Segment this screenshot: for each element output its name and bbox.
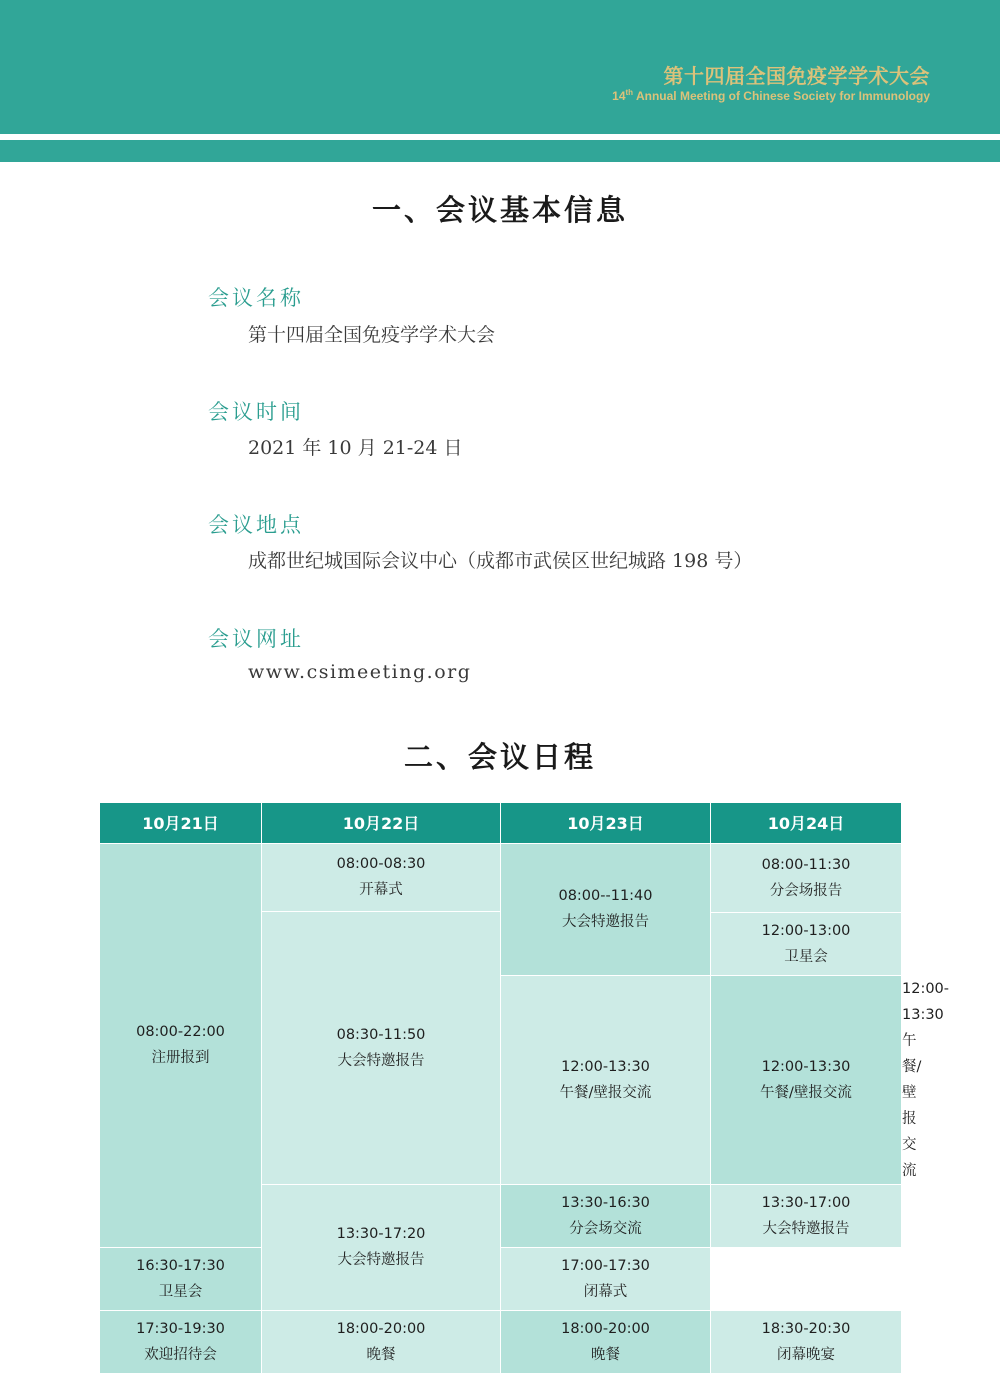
cell-time: 18:00-20:00 (561, 1320, 650, 1337)
info-label-website: 会议网址 (208, 627, 304, 651)
cell-event: 大会特邀报告 (762, 1220, 850, 1237)
info-label-venue: 会议地点 (208, 513, 304, 537)
title-en-rest: Annual Meeting of Chinese Society for Immunology (633, 89, 930, 103)
column-header: 10月21日 (100, 803, 262, 843)
schedule-cell (262, 843, 501, 911)
cell-time: 12:00-13:30 (561, 1058, 650, 1075)
conference-title-en (612, 88, 930, 103)
schedule-cell (711, 1184, 902, 1247)
cell-event: 午餐/壁报交流 (760, 1084, 852, 1101)
section-heading-schedule: 二、会议日程 (403, 740, 596, 774)
info-value-website[interactable]: www.csimeeting.org (248, 661, 472, 683)
cell-time: 08:00-22:00 (136, 1024, 225, 1040)
cell-event: 开幕式 (359, 882, 403, 898)
cell-time: 13:30-17:00 (761, 1194, 851, 1211)
schedule-header-row (100, 803, 902, 843)
cell-time: 17:30-19:30 (136, 1320, 225, 1337)
schedule-cell (100, 843, 262, 1247)
schedule-cell (711, 975, 902, 1184)
cell-event: 欢迎招待会 (144, 1346, 217, 1363)
title-en-sup: th (625, 88, 634, 97)
info-value-time: 2021 年 10 月 21-24 日 (248, 437, 463, 459)
cell-event: 分会场报告 (769, 882, 843, 899)
cell-event: 大会特邀报告 (337, 1052, 425, 1069)
cell-time: 18:00-20:00 (336, 1320, 426, 1337)
schedule-cell (501, 1310, 711, 1373)
section-heading-basic-info: 一、会议基本信息 (371, 193, 628, 227)
schedule-cell (501, 843, 711, 975)
header-stripe (0, 140, 1000, 162)
schedule-cell (711, 843, 902, 912)
schedule-cell (262, 911, 501, 1184)
cell-event: 大会特邀报告 (562, 914, 649, 930)
cell-event: 注册报到 (151, 1050, 210, 1066)
cell-time: 12:00-13:30 (761, 1058, 851, 1075)
cell-time: 08:30-11:50 (336, 1026, 426, 1043)
info-value-venue: 成都世纪城国际会议中心（成都市武侯区世纪城路 198 号） (248, 550, 753, 572)
cell-time: 18:30-20:30 (761, 1320, 851, 1337)
cell-time: 13:30-17:20 (336, 1226, 426, 1242)
column-header: 10月23日 (501, 803, 711, 843)
cell-event: 闭幕晚宴 (777, 1346, 835, 1363)
cell-time: 12:00-13:00 (761, 922, 851, 939)
cell-time: 17:00-17:30 (561, 1257, 650, 1274)
cell-time: 08:00-11:30 (761, 856, 851, 873)
cell-event: 卫星会 (158, 1283, 203, 1300)
schedule-cell (711, 912, 902, 975)
schedule-cell (262, 1310, 501, 1373)
cell-event: 晚餐 (591, 1346, 620, 1363)
schedule-cell (100, 1247, 262, 1310)
title-en-number: 14 (612, 89, 626, 103)
schedule-cell (501, 1247, 711, 1310)
cell-time: 08:00--11:40 (558, 888, 653, 904)
schedule-cell (711, 1310, 902, 1373)
info-label-time: 会议时间 (208, 400, 304, 424)
cell-event: 卫星会 (784, 948, 828, 965)
conference-title-cn: 第十四届全国免疫学学术大会 (663, 64, 930, 88)
cell-time: 16:30-17:30 (136, 1257, 225, 1274)
column-header: 10月24日 (711, 803, 902, 843)
cell-event: 闭幕式 (583, 1283, 628, 1300)
schedule-cell (100, 1310, 262, 1373)
schedule-cell (262, 1184, 501, 1310)
cell-time: 13:30-16:30 (561, 1194, 650, 1211)
column-header: 10月22日 (262, 803, 501, 843)
cell-event: 分会场交流 (569, 1220, 642, 1237)
schedule-cell (501, 1184, 711, 1247)
cell-event: 晚餐 (366, 1346, 396, 1363)
cell-time: 08:00-08:30 (336, 856, 426, 872)
info-value-name: 第十四届全国免疫学学术大会 (248, 324, 496, 346)
schedule-table: 10月21日 10月22日 10月23日 10月24日 08:00-22:00 注册报到 08:00-08:30 开幕式 08:00--11:40 大会特邀报告 08:00-11:30 分会场报告 08:30-11:50 大会特邀报告 12:00-13:00 卫星会 12:00-13:30 午餐/壁报交流 12:00-13:30 午餐/壁报交流 12:00-13:30 午餐/壁报交流 13:30-17:20 大会特邀报告 13:30-16:30 分会场交流 13:30-17:00 大会特邀报告 16:30-17:30 卫星会 17:00-17:30 闭幕式 17:30-19:30 欢迎招待会 18:00-20:00 晚餐 18:00-20:00 晚餐 18:30-20:30 闭幕晚宴 (99, 803, 902, 1374)
schedule-cell (501, 975, 711, 1184)
cell-event: 大会特邀报告 (337, 1252, 425, 1268)
info-label-name: 会议名称 (208, 286, 304, 310)
cell-event: 午餐/壁报交流 (559, 1084, 652, 1101)
